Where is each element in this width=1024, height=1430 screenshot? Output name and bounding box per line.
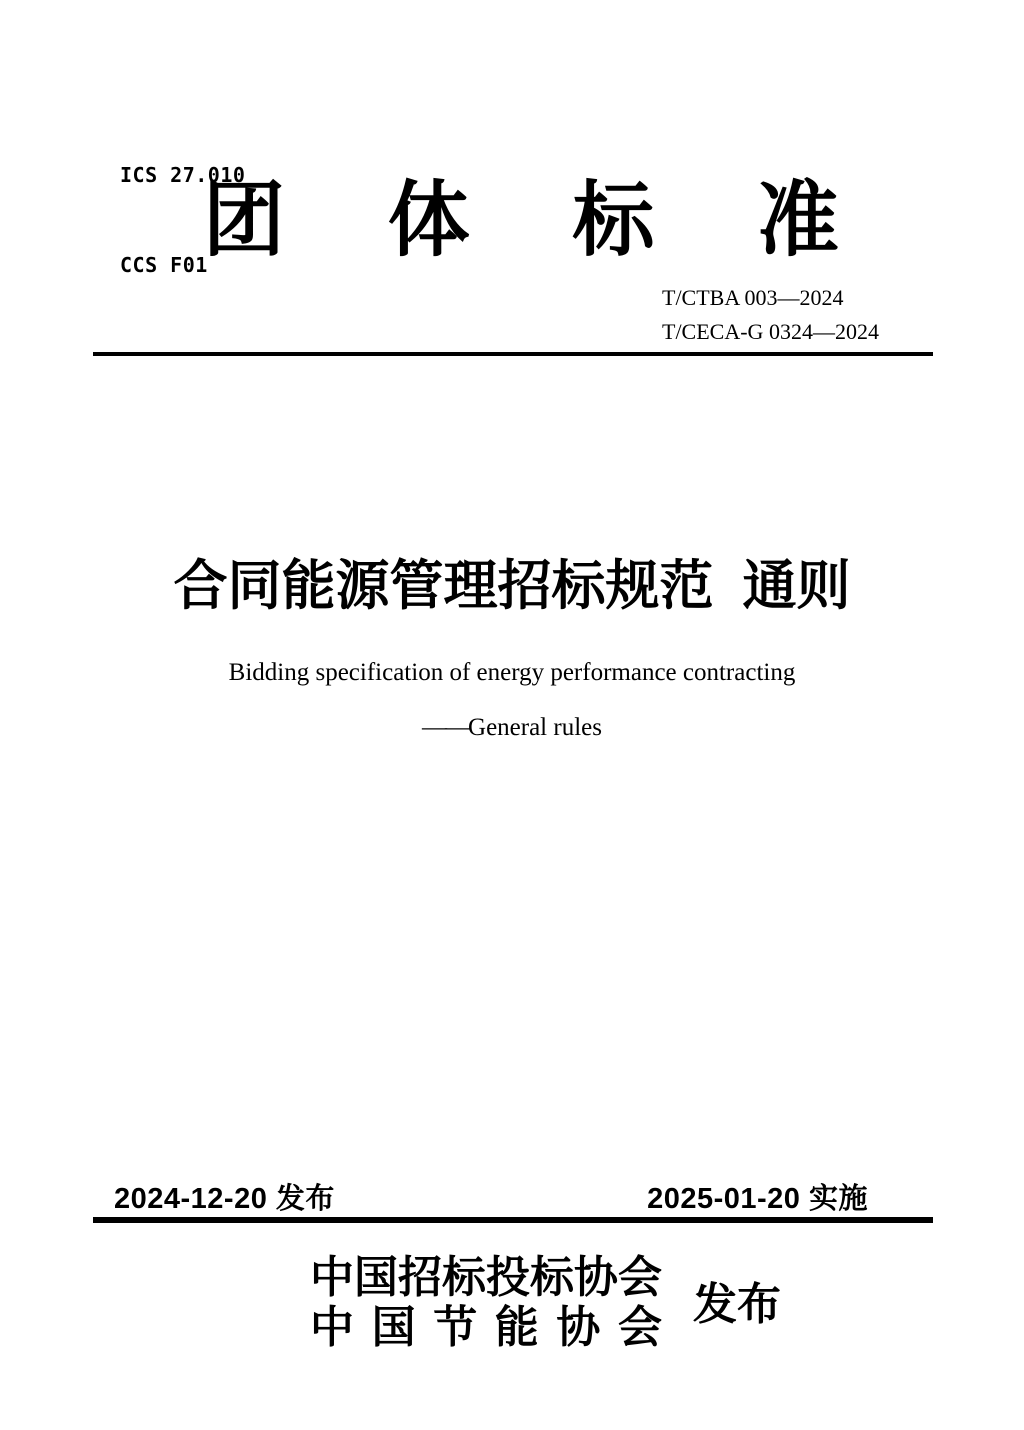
top-divider-rule	[93, 352, 933, 356]
document-subtitle-en	[0, 713, 1024, 743]
bottom-divider-rule	[93, 1217, 933, 1223]
document-title-en: Bidding specification of energy performance contracting	[228, 659, 796, 686]
publisher2-char-4: 能	[494, 1303, 539, 1352]
standard-number-2: T/CECA-G 0324—2024	[662, 319, 879, 344]
standard-type-char-3: 标	[572, 175, 655, 266]
publisher2-char-3: 节	[433, 1303, 478, 1352]
standard-type-char-2: 体	[387, 175, 470, 266]
issue-date: 2024-12-20 发布	[114, 1183, 335, 1215]
publisher2-char-1: 中	[310, 1303, 354, 1352]
ccs-code: CCS F01	[120, 253, 208, 277]
standard-type-title	[203, 175, 839, 266]
subtitle-text: General rules	[468, 714, 602, 741]
implement-date: 2025-01-20 实施	[647, 1183, 868, 1215]
standard-type-char-1: 团	[203, 175, 286, 266]
ics-code: ICS 27.010	[120, 163, 246, 187]
publisher-name-2	[310, 1304, 662, 1352]
subtitle-dash: ——	[422, 714, 469, 741]
publisher2-char-6: 会	[617, 1303, 662, 1352]
standard-number-1: T/CTBA 003—2024	[662, 285, 844, 310]
standard-numbers	[662, 281, 879, 349]
publisher-name-1: 中国招标投标协会	[310, 1253, 662, 1302]
standard-type-char-4: 准	[756, 175, 839, 266]
publisher2-char-5: 协	[556, 1303, 601, 1352]
document-title-zh: 合同能源管理招标规范 通则	[173, 556, 851, 616]
publish-label: 发布	[693, 1280, 781, 1329]
publisher2-char-2: 国	[371, 1303, 416, 1352]
